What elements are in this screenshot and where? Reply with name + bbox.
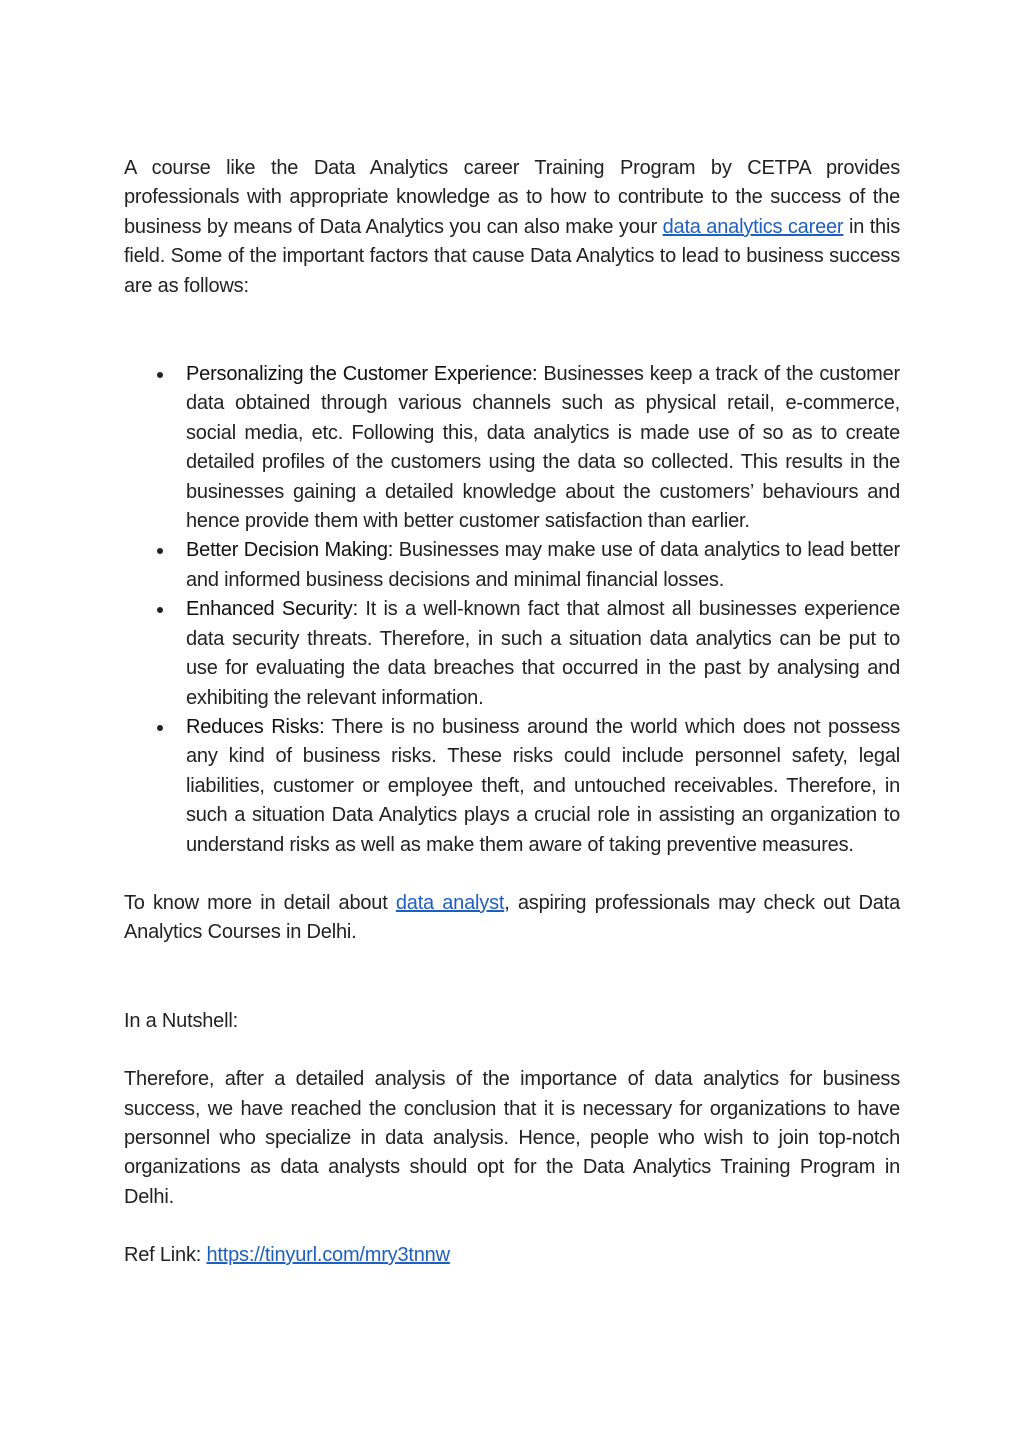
factor-title: Better Decision Making:	[186, 539, 394, 562]
list-item	[124, 360, 900, 536]
document-page	[124, 154, 900, 1271]
intro-text-before: A course like the Data Analytics career Training Program by CETPA provides professionals with appropriate knowledge as to how to contribute to the success of the business by means of Data Analytics you can also make your	[124, 157, 900, 238]
ref-link-line	[124, 1241, 900, 1270]
factor-title: Personalizing the Customer Experience:	[186, 363, 538, 386]
know-more-paragraph	[124, 889, 900, 948]
factor-body: It is a well-known fact that almost all businesses experience data security threats. Therefore, in such a situation data analytics can be put to use for evaluating the data breaches that occurred in the past by analysing and exhibiting the relevant information.	[186, 598, 901, 709]
know-more-text-after: , aspiring professionals may check out Data Analytics Courses in Delhi.	[124, 891, 900, 944]
factors-list-wrapper	[124, 360, 900, 860]
ref-link-label: Ref Link:	[124, 1244, 207, 1267]
ref-url-link[interactable]: https://tinyurl.com/mry3tnnw	[206, 1244, 450, 1267]
bullet-icon	[157, 607, 163, 613]
intro-text-after: in this field. Some of the important factors that cause Data Analytics to lead to business success are as follows:	[124, 215, 901, 297]
factor-body: Businesses keep a track of the customer data obtained through various channels such as physical retail, e-commerce, social media, etc. Following this, data analytics is made use of so as to create detailed profiles of the customers using the data so collected. This results in the businesses gaining a detailed knowledge about the customers’ behaviours and hence provide them with better customer satisfaction than earlier.	[186, 363, 901, 533]
intro-paragraph	[124, 154, 900, 301]
factor-title: Enhanced Security:	[186, 598, 358, 621]
factor-body: Businesses may make use of data analytics to lead better and informed business decisions and minimal financial losses.	[186, 539, 900, 591]
bullet-icon	[157, 372, 163, 378]
factors-list	[124, 360, 900, 860]
know-more-text-before: To know more in detail about	[124, 891, 396, 914]
list-item	[124, 595, 900, 713]
data-analytics-career-link[interactable]: data analytics career	[662, 215, 844, 238]
bullet-icon	[157, 725, 163, 731]
factor-title: Reduces Risks:	[186, 715, 325, 738]
list-item	[124, 713, 900, 860]
list-item	[124, 536, 900, 595]
bullet-icon	[157, 548, 163, 554]
nutshell-heading: In a Nutshell:	[124, 1009, 238, 1032]
conclusion-paragraph: Therefore, after a detailed analysis of the importance of data analytics for business success, we have reached the conclusion that it is necessary for organizations to have personnel who specialize in data analysis. Hence, people who wish to join top-notch organizations as data analysts should opt for the Data Analytics Training Program in Delhi.	[124, 1068, 900, 1208]
factor-body: There is no business around the world which does not possess any kind of business risks. These risks could include personnel safety, legal liabilities, customer or employee theft, and untouched receivables. Therefore, in such a situation Data Analytics plays a crucial role in assisting an organization to understand risks as well as make them aware of taking preventive measures.	[186, 715, 900, 856]
data-analyst-link[interactable]: data analyst	[395, 891, 505, 914]
